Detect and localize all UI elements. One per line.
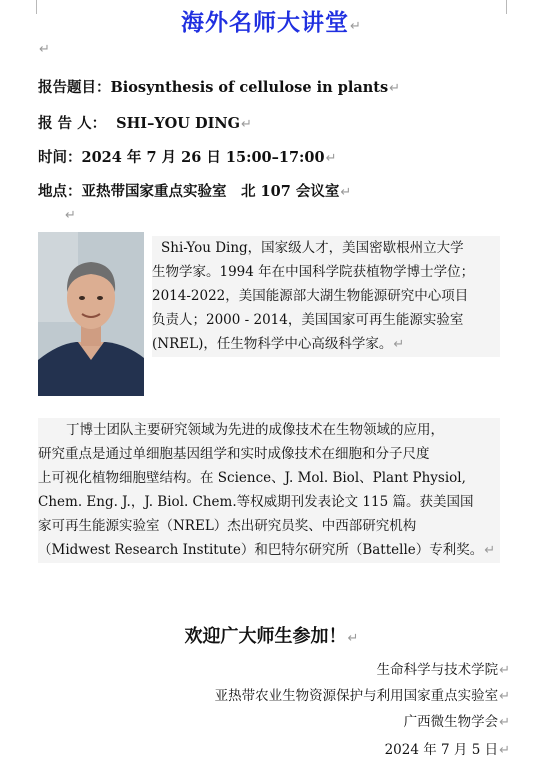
research-line: 家可再生能源实验室（NREL）杰出研究员奖、中西部研究机构 (38, 518, 417, 534)
organizer-lab: 亚热带农业生物资源保护与利用国家重点实验室↵ (214, 688, 510, 704)
empty-paragraph-mark: ↵ (65, 208, 76, 223)
research-line: 丁博士团队主要研究领域为先进的成像技术在生物领域的应用， (66, 422, 444, 438)
empty-paragraph-mark: ↵ (39, 42, 50, 57)
research-summary (38, 418, 500, 563)
bio-line: 生物学家。1994 年在中国科学院获植物学博士学位； (152, 264, 475, 280)
bio-line: (NREL)，任生物科学中心高级科学家。↵ (152, 336, 405, 352)
speaker-photo (38, 232, 144, 396)
time-line: 时间：2024 年 7 月 26 日 15:00–17:00↵ (38, 149, 337, 166)
research-line: Chem. Eng. J.，J. Biol. Chem.等权威期刊发表论文 115 篇。获美国国 (38, 494, 474, 510)
research-line: 上可视化植物细胞壁结构。在 Science、J. Mol. Biol、Plant Physiol, (38, 470, 466, 486)
page-title: 海外名师大讲堂↵ (181, 10, 362, 36)
speaker-line: 报 告 人： SHI–YOU DING↵ (38, 115, 252, 132)
organizer-college: 生命科学与技术学院↵ (376, 662, 510, 678)
research-line: 研究重点是通过单细胞基因组学和实时成像技术在细胞和分子尺度 (38, 446, 430, 462)
bio-line: 负责人；2000 - 2014，美国国家可再生能源实验室 (152, 312, 464, 328)
bio-line: Shi-You Ding，国家级人才，美国密歇根州立大学 (161, 240, 464, 256)
welcome-message: 欢迎广大师生参加！↵ (184, 626, 359, 647)
notice-date: 2024 年 7 月 5 日↵ (384, 742, 510, 758)
location-line: 地点：亚热带国家重点实验室 北 107 会议室↵ (38, 183, 352, 200)
organizer-society: 广西微生物学会↵ (403, 714, 510, 730)
speaker-bio (152, 236, 500, 357)
research-line: （Midwest Research Institute）和巴特尔研究所（Battelle）专利奖。↵ (38, 542, 496, 558)
bio-line: 2014-2022，美国能源部大湖生物能源研究中心项目 (152, 288, 469, 304)
report-title-line: 报告题目：Biosynthesis of cellulose in plants↵ (38, 79, 401, 96)
